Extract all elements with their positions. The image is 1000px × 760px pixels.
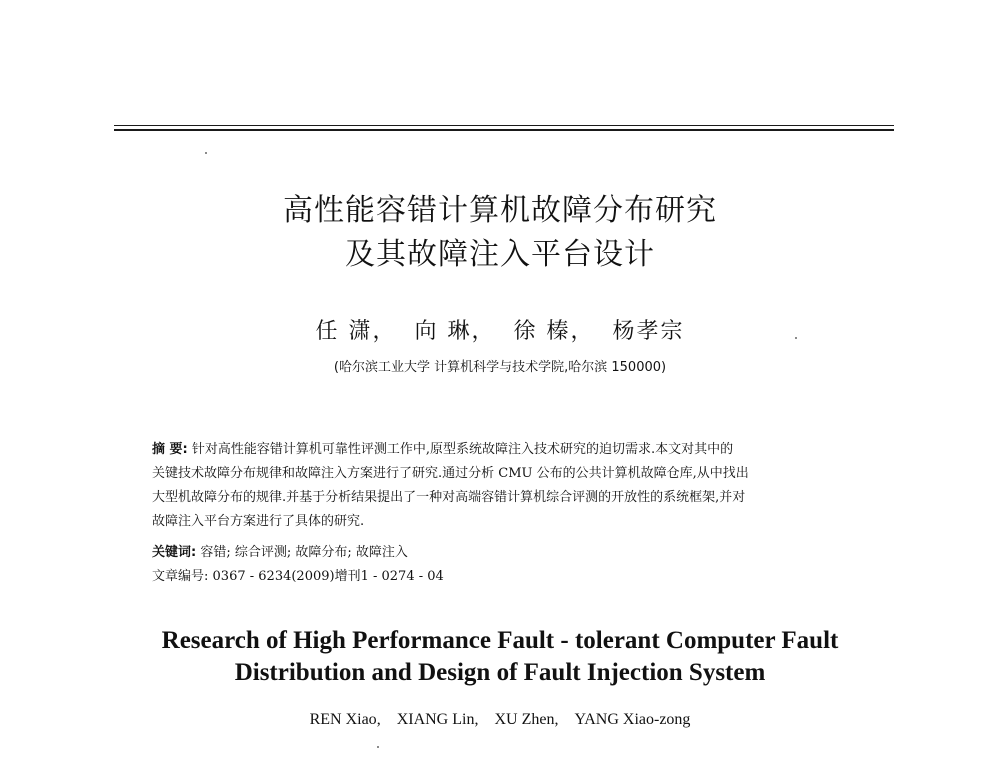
header-rule-thick — [114, 129, 894, 131]
abstract — [152, 438, 858, 534]
affiliation-cn: (哈尔滨工业大学 计算机科学与技术学院,哈尔滨 150000) — [333, 360, 667, 375]
keywords — [152, 541, 408, 560]
article-number-label: 文章编号: — [152, 569, 209, 584]
author-en-1: REN Xiao — [309, 711, 377, 728]
author-cn-4: 杨孝宗 — [612, 319, 685, 344]
title-cn-line-1: 高性能容错计算机故障分布研究 — [283, 193, 717, 228]
title-en-line-1: Research of High Performance Fault - tolerant Computer Fault — [161, 627, 839, 654]
keywords-label: 关键词: — [152, 545, 197, 560]
author-cn-1: 任 潇 — [315, 319, 373, 344]
author-separator: , — [376, 711, 381, 728]
abstract-line-4: 故障注入平台方案进行了具体的研究. — [152, 514, 365, 529]
author-cn-2: 向 琳 — [414, 319, 472, 344]
article-number — [152, 565, 444, 584]
author-separator: ， — [570, 319, 595, 344]
abstract-line-2: 关键技术故障分布规律和故障注入方案进行了研究.通过分析 CMU 公布的公共计算机故障仓库,从中找出 — [152, 466, 749, 481]
keywords-text: 容错; 综合评测; 故障分布; 故障注入 — [200, 545, 408, 560]
title-cn-line-2: 及其故障注入平台设计 — [345, 237, 655, 272]
scan-speck — [205, 152, 207, 154]
author-separator: , — [474, 711, 479, 728]
title-en-line-2: Distribution and Design of Fault Injection System — [234, 659, 766, 686]
authors-cn — [0, 314, 1000, 345]
article-number-text: 0367 - 6234(2009)增刊1 - 0274 - 04 — [212, 569, 444, 584]
abstract-line-1 — [152, 438, 858, 462]
author-en-4: YANG Xiao-zong — [574, 711, 691, 728]
author-separator: ， — [372, 319, 397, 344]
abstract-label: 摘 要: — [152, 442, 188, 457]
author-en-3: XU Zhen — [494, 711, 555, 728]
author-separator: ， — [471, 319, 496, 344]
abstract-text: 针对高性能容错计算机可靠性评测工作中,原型系统故障注入技术研究的迫切需求.本文对其中的 — [191, 442, 734, 457]
header-rule-thin — [114, 125, 894, 126]
author-cn-3: 徐 榛 — [513, 319, 571, 344]
author-separator: , — [554, 711, 559, 728]
abstract-line-3: 大型机故障分布的规律.并基于分析结果提出了一种对高端容错计算机综合评测的开放性的系统框架,并对 — [152, 490, 746, 505]
scan-speck — [377, 746, 379, 748]
authors-en — [0, 711, 1000, 729]
author-en-2: XIANG Lin — [396, 711, 475, 728]
